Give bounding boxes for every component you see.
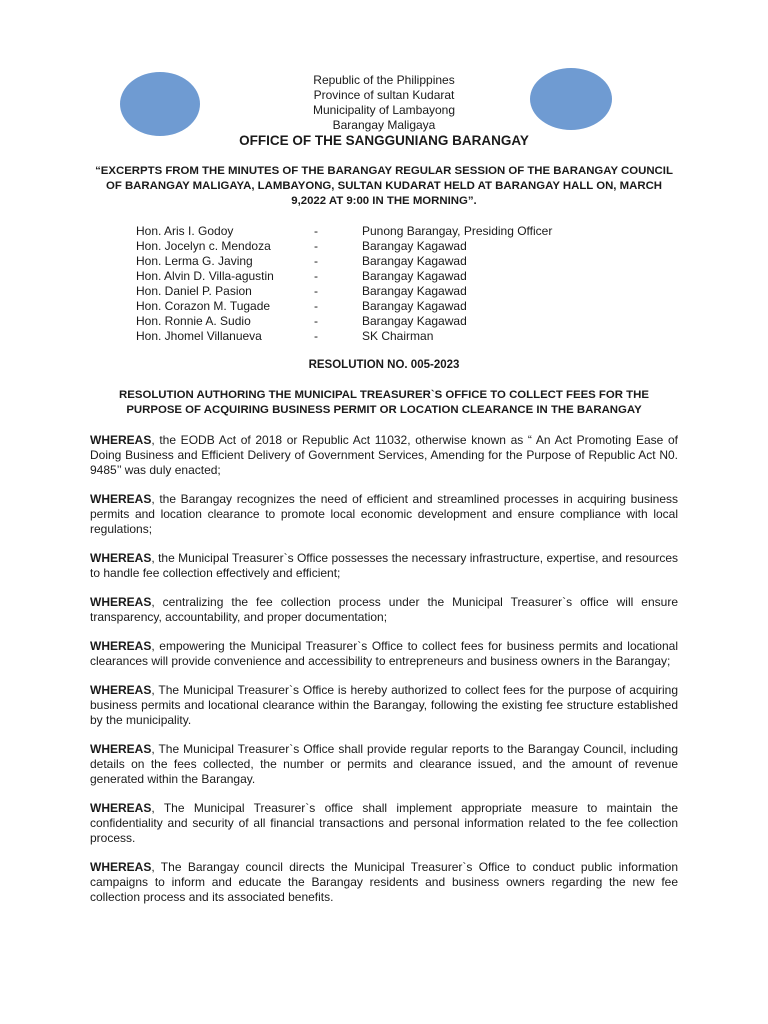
member-dash: - xyxy=(314,269,318,283)
clause-keyword: WHEREAS xyxy=(90,860,152,874)
clause-text: , centralizing the fee collection process under the Municipal Treasurer`s office will ensure transparency, accountability, and proper documentation; xyxy=(90,595,678,624)
resolution-number: RESOLUTION NO. 005-2023 xyxy=(308,359,460,371)
whereas-clause xyxy=(90,801,678,846)
member-pos: Barangay Kagawad xyxy=(362,284,467,298)
resolution-title: RESOLUTION AUTHORING THE MUNICIPAL TREASURER`S OFFICE TO COLLECT FEES FOR THE PURPOSE OF ACQUIRING BUSINESS PERMIT OR LOCATION CLEARANCE IN THE BARANGAY xyxy=(119,389,649,416)
whereas-clause xyxy=(90,639,678,669)
member-pos: Barangay Kagawad xyxy=(362,254,467,268)
clause-text: , empowering the Municipal Treasurer`s Office to collect fees for business permits and locational clearances will provide convenience and accessibility to entrepreneurs and business owners in the Barangay; xyxy=(90,639,678,668)
clause-text: , The Municipal Treasurer`s Office shall provide regular reports to the Barangay Council, including details on the fees collected, the number or permits and clearance issued, and the amount of revenue generated within the Barangay. xyxy=(90,742,678,786)
member-row xyxy=(136,254,656,269)
member-row xyxy=(136,224,656,239)
member-row xyxy=(136,299,656,314)
header-line-province: Province of sultan Kudarat xyxy=(313,88,455,102)
members-list xyxy=(136,224,656,344)
clause-keyword: WHEREAS xyxy=(90,742,152,756)
member-row xyxy=(136,269,656,284)
whereas-clause xyxy=(90,595,678,625)
whereas-clause xyxy=(90,860,678,905)
header-line-municipality: Municipality of Lambayong xyxy=(312,103,456,117)
member-name: Hon. Corazon M. Tugade xyxy=(136,299,271,313)
member-pos: Barangay Kagawad xyxy=(362,299,467,313)
member-row xyxy=(136,314,656,329)
whereas-clause xyxy=(90,433,678,478)
clause-keyword: WHEREAS xyxy=(90,492,152,506)
member-pos: SK Chairman xyxy=(362,329,434,343)
whereas-clause xyxy=(90,492,678,537)
header-line-republic: Republic of the Philippines xyxy=(313,73,455,87)
clause-keyword: WHEREAS xyxy=(90,683,152,697)
member-row xyxy=(136,284,656,299)
clause-text: , the Municipal Treasurer`s Office possesses the necessary infrastructure, expertise, and resources to handle fee collection effectively and efficient; xyxy=(90,551,678,580)
member-dash: - xyxy=(314,239,318,253)
member-name: Hon. Daniel P. Pasion xyxy=(136,284,252,298)
member-dash: - xyxy=(314,329,318,343)
member-name: Hon. Aris I. Godoy xyxy=(136,224,234,238)
clause-text: , The Barangay council directs the Municipal Treasurer`s Office to conduct public information campaigns to inform and educate the Barangay residents and business owners regarding the new fee collection process and its associated benefits. xyxy=(90,860,678,904)
member-pos: Barangay Kagawad xyxy=(362,269,467,283)
member-dash: - xyxy=(314,284,318,298)
clause-keyword: WHEREAS xyxy=(90,433,152,447)
clause-keyword: WHEREAS xyxy=(90,801,152,815)
clause-keyword: WHEREAS xyxy=(90,551,152,565)
member-name: Hon. Ronnie A. Sudio xyxy=(136,314,251,328)
member-dash: - xyxy=(314,254,318,268)
member-row xyxy=(136,329,656,344)
member-pos: Punong Barangay, Presiding Officer xyxy=(362,224,553,238)
member-name: Hon. Jhomel Villanueva xyxy=(136,329,262,343)
member-pos: Barangay Kagawad xyxy=(362,314,467,328)
clause-text: , the EODB Act of 2018 or Republic Act 11032, otherwise known as “ An Act Promoting Ease of Doing Business and Efficient Delivery of Government Services, Amending for the Purpose of Republic Act N0. 9485’’ was duly enacted; xyxy=(90,433,678,477)
member-name: Hon. Jocelyn c. Mendoza xyxy=(136,239,271,253)
member-dash: - xyxy=(314,299,318,313)
resolution-body xyxy=(90,433,678,919)
office-title: OFFICE OF THE SANGGUNIANG BARANGAY xyxy=(239,133,529,148)
whereas-clause xyxy=(90,683,678,728)
member-row xyxy=(136,239,656,254)
whereas-clause xyxy=(90,742,678,787)
clause-keyword: WHEREAS xyxy=(90,639,152,653)
excerpt-heading: “EXCERPTS FROM THE MINUTES OF THE BARANGAY REGULAR SESSION OF THE BARANGAY COUNCIL OF BARANGAY MALIGAYA, LAMBAYONG, SULTAN KUDARAT HELD AT BARANGAY HALL ON, MARCH 9,2022 AT 9:00 IN THE MORNING”. xyxy=(95,165,673,207)
clause-text: , The Municipal Treasurer`s office shall implement appropriate measure to maintain the confidentiality and security of all financial transactions and personal information related to the fee collection process. xyxy=(90,801,678,845)
member-name: Hon. Alvin D. Villa-agustin xyxy=(136,269,274,283)
header-line-barangay: Barangay Maligaya xyxy=(332,118,436,132)
clause-keyword: WHEREAS xyxy=(90,595,152,609)
member-dash: - xyxy=(314,314,318,328)
letterhead xyxy=(0,73,768,133)
member-name: Hon. Lerma G. Javing xyxy=(136,254,253,268)
member-dash: - xyxy=(314,224,318,238)
clause-text: , the Barangay recognizes the need of efficient and streamlined processes in acquiring business permits and location clearance to promote local economic development and ensure compliance with local regulations; xyxy=(90,492,678,536)
clause-text: , The Municipal Treasurer`s Office is hereby authorized to collect fees for the purpose of acquiring business permits and locational clearance within the Barangay, following the existing fee structure established by the municipality. xyxy=(90,683,678,727)
member-pos: Barangay Kagawad xyxy=(362,239,467,253)
whereas-clause xyxy=(90,551,678,581)
